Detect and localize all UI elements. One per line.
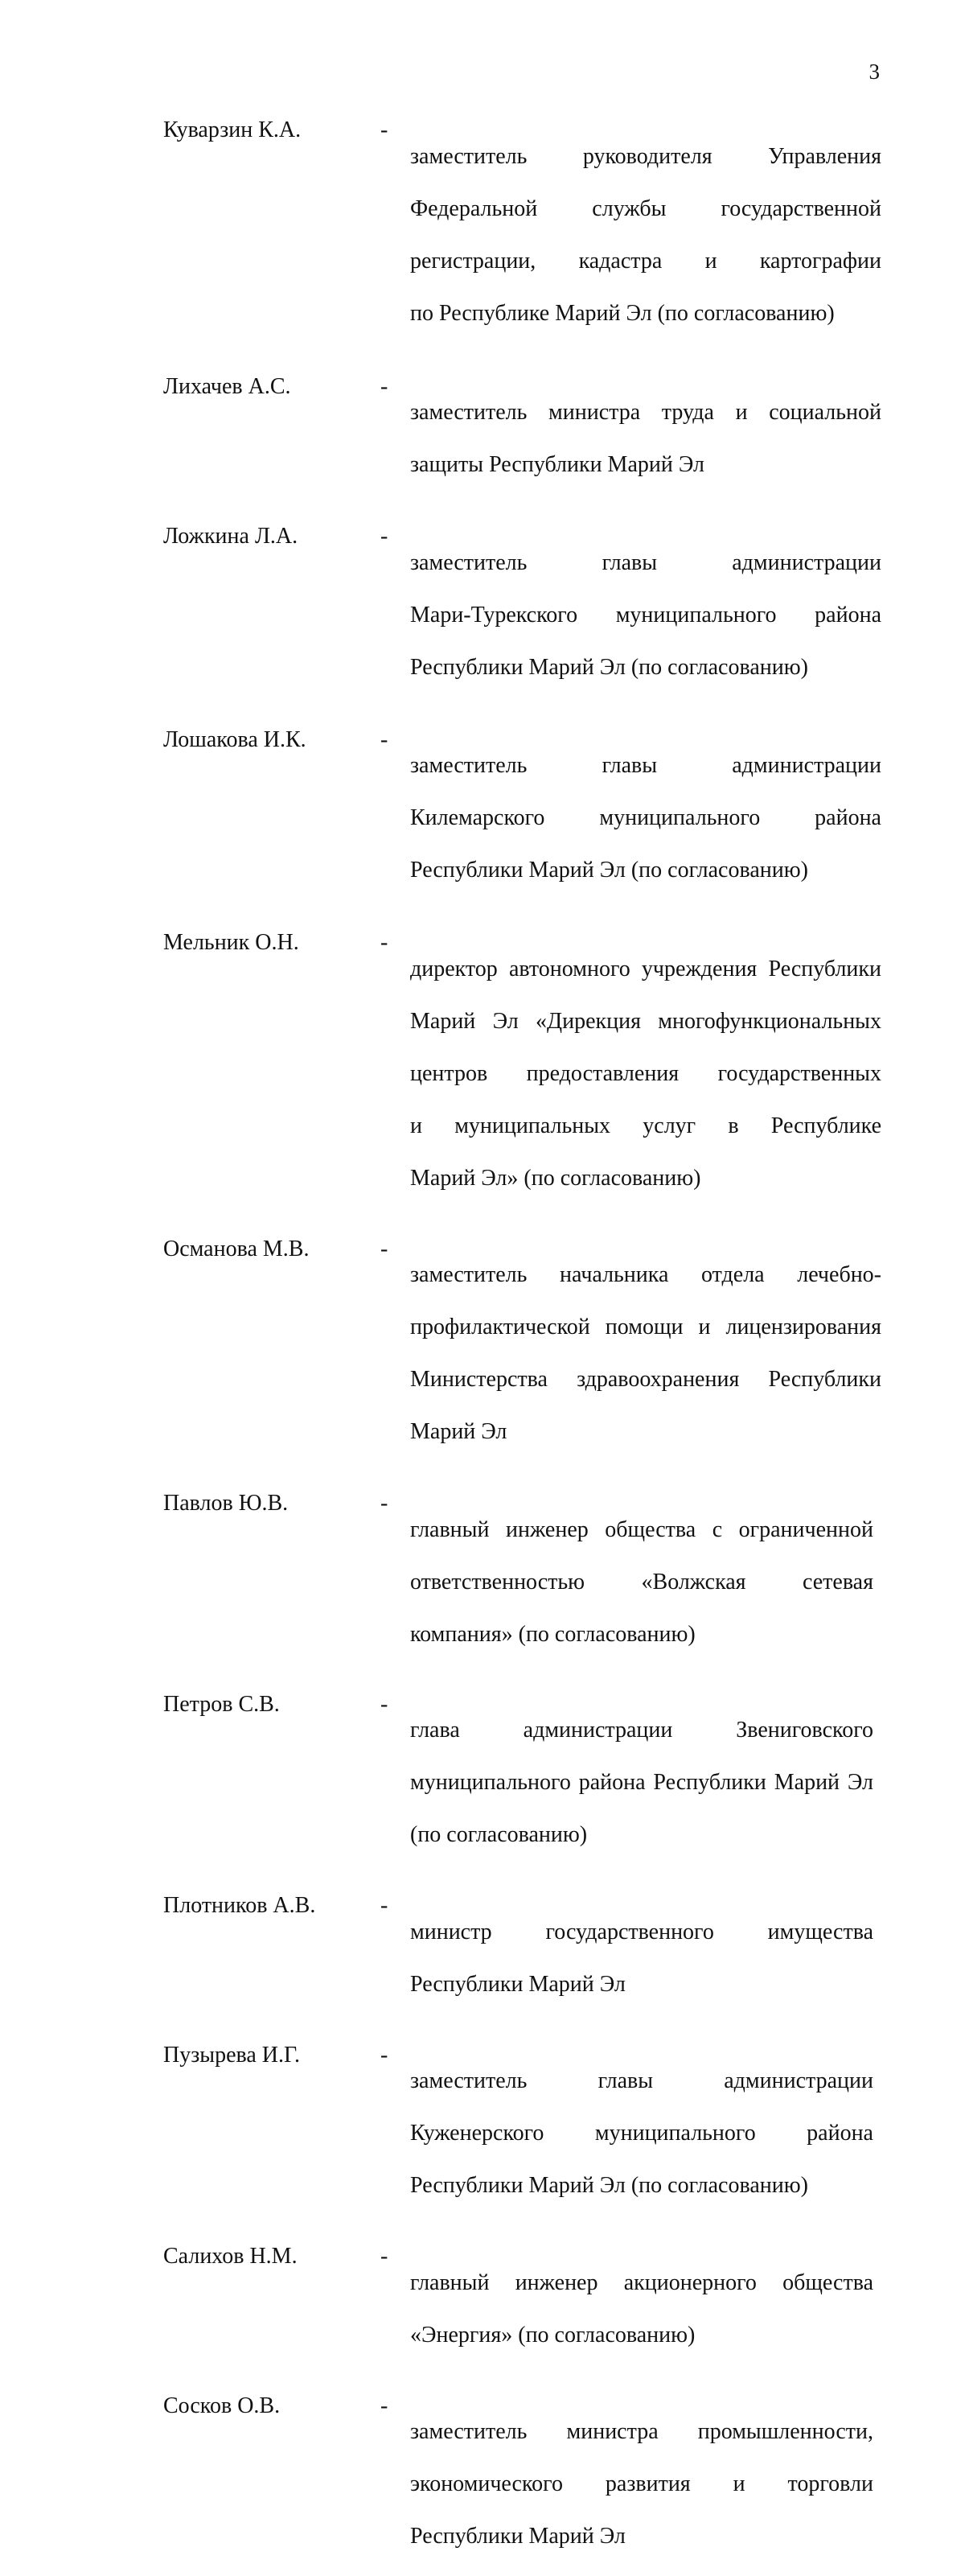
position-line: директор автономного учреждения Республики [410,957,881,983]
member-row [163,1692,881,1875]
member-name: Салихов Н.М. [163,2244,380,2270]
member-name: Куварзин К.А. [163,117,380,144]
member-dash: - [380,930,410,957]
position-line: главный инженер общества с ограниченной [410,1517,873,1544]
position-line: профилактической помощи и лицензирования [410,1315,881,1341]
position-line: Министерства здравоохранения Республики [410,1367,881,1393]
position-line: регистрации, кадастра и картографии [410,249,881,275]
member-dash: - [380,2393,410,2420]
position-line: заместитель главы администрации [410,550,881,577]
position-line: министр государственного имущества [410,1920,873,1946]
member-row [163,2393,881,2576]
position-line: заместитель главы администрации [410,2068,873,2095]
member-position [410,1692,881,1875]
member-position [410,727,881,911]
position-line: Марий Эл «Дирекция многофункциональных [410,1009,881,1035]
position-line: по Республике Марий Эл (по согласованию) [410,301,881,327]
position-line: Республики Марий Эл [410,2524,873,2550]
member-position [410,2043,881,2226]
position-line: защиты Республики Марий Эл [410,452,881,479]
member-position [410,2244,881,2375]
member-dash: - [380,727,410,754]
position-line: Республики Марий Эл (по согласованию) [410,655,881,681]
position-line: глава администрации Звениговского [410,1718,873,1744]
position-line: Марий Эл» (по согласованию) [410,1166,881,1192]
member-position [410,1491,881,1674]
position-line: экономического развития и торговли [410,2471,873,2498]
member-row [163,524,881,707]
member-position [410,1893,881,2024]
position-line: заместитель министра труда и социальной [410,400,881,426]
position-line: Республики Марий Эл [410,1972,873,1998]
position-line: муниципального района Республики Марий Эл [410,1770,873,1796]
member-name: Петров С.В. [163,1692,380,1718]
position-line: заместитель главы администрации [410,753,881,780]
position-line: Марий Эл [410,1419,881,1446]
position-line: «Энергия» (по согласованию) [410,2323,873,2349]
member-name: Лихачев А.С. [163,374,380,401]
member-dash: - [380,524,410,550]
position-line: (по согласованию) [410,1822,873,1849]
member-dash: - [380,1893,410,1920]
position-line: заместитель начальника отдела лечебно- [410,1262,881,1289]
position-line: центров предоставления государственных [410,1061,881,1088]
member-row [163,727,881,911]
member-row [163,2244,881,2375]
member-dash: - [380,1491,410,1517]
member-position [410,374,881,505]
member-dash: - [380,117,410,144]
member-row [163,1237,881,1472]
member-row [163,930,881,1218]
member-row [163,2043,881,2226]
position-line: компания» (по согласованию) [410,1622,873,1648]
member-name: Сосков О.В. [163,2393,380,2420]
page-number: 3 [869,60,881,84]
member-position [410,117,881,353]
member-row [163,374,881,505]
member-row [163,1893,881,2024]
member-name: Пузырева И.Г. [163,2043,380,2069]
member-dash: - [380,2244,410,2270]
member-name: Павлов Ю.В. [163,1491,380,1517]
position-line: заместитель министра промышленности, [410,2419,873,2446]
member-name: Ложкина Л.А. [163,524,380,550]
member-list [163,117,881,2576]
member-dash: - [380,374,410,401]
position-line: Мари-Турекского муниципального района [410,603,881,629]
member-name: Лошакова И.К. [163,727,380,754]
position-line: Республики Марий Эл (по согласованию) [410,2173,873,2199]
member-name: Османова М.В. [163,1237,380,1263]
member-position [410,930,881,1218]
member-row [163,117,881,353]
position-line: главный инженер акционерного общества [410,2270,873,2297]
member-dash: - [380,1237,410,1263]
position-line: ответственностью «Волжская сетевая [410,1570,873,1596]
member-position [410,2393,881,2576]
member-position [410,1237,881,1472]
member-name: Мельник О.Н. [163,930,380,957]
position-line: Федеральной службы государственной [410,196,881,223]
member-name: Плотников А.В. [163,1893,380,1920]
member-dash: - [380,2043,410,2069]
member-position [410,524,881,707]
position-line: заместитель руководителя Управления [410,144,881,171]
position-line: Куженерского муниципального района [410,2121,873,2147]
member-row [163,1491,881,1674]
member-dash: - [380,1692,410,1718]
position-line: Республики Марий Эл (по согласованию) [410,858,881,884]
position-line: Килемарского муниципального района [410,805,881,832]
position-line: и муниципальных услуг в Республике [410,1113,881,1140]
